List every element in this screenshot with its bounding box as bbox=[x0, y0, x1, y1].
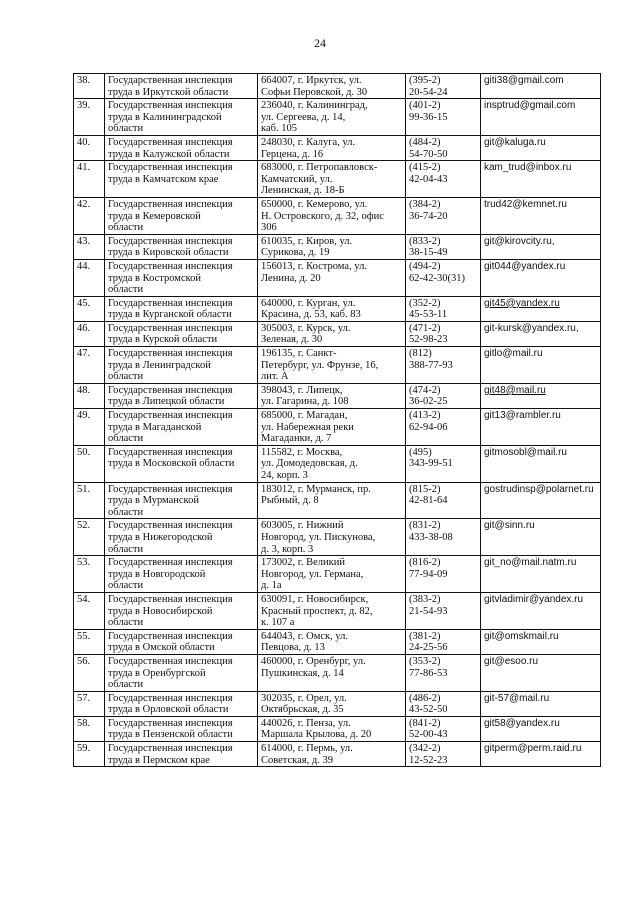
inspection-name: Государственная инспекция труда в Мурманской области bbox=[105, 482, 258, 519]
inspection-phone: (486-2) 43-52-50 bbox=[406, 691, 481, 716]
inspection-address: 640000, г. Курган, ул. Красина, д. 53, каб. 83 bbox=[258, 296, 406, 321]
inspection-name: Государственная инспекция труда в Кировской области bbox=[105, 234, 258, 259]
inspection-name: Государственная инспекция труда в Пензенской области bbox=[105, 716, 258, 741]
inspection-phone: (415-2) 42-04-43 bbox=[406, 161, 481, 198]
email-text[interactable]: git-57@mail.ru bbox=[484, 692, 550, 704]
inspection-name: Государственная инспекция труда в Пермском крае bbox=[105, 742, 258, 767]
row-number: 51. bbox=[74, 482, 105, 519]
inspection-phone: (384-2) 36-74-20 bbox=[406, 197, 481, 234]
inspection-email[interactable] bbox=[481, 691, 601, 716]
inspection-email[interactable] bbox=[481, 519, 601, 556]
email-text[interactable]: git@sinn.ru bbox=[484, 520, 535, 532]
email-text[interactable]: insptrud@gmail.com bbox=[484, 100, 576, 112]
email-text[interactable]: git48@mail.ru bbox=[484, 384, 546, 396]
table-row bbox=[74, 347, 601, 384]
table-row bbox=[74, 197, 601, 234]
inspection-address: 440026, г. Пенза, ул. Маршала Крылова, д. 20 bbox=[258, 716, 406, 741]
inspection-name: Государственная инспекция труда в Липецкой области bbox=[105, 383, 258, 408]
table-row bbox=[74, 409, 601, 446]
inspection-phone: (474-2) 36-02-25 bbox=[406, 383, 481, 408]
inspection-name: Государственная инспекция труда в Ленинградской области bbox=[105, 347, 258, 384]
table-body bbox=[74, 74, 601, 767]
inspection-phone: (815-2) 42-81-64 bbox=[406, 482, 481, 519]
email-text[interactable]: git45@yandex.ru bbox=[484, 297, 560, 309]
inspection-name: Государственная инспекция труда в Орловской области bbox=[105, 691, 258, 716]
inspection-email[interactable] bbox=[481, 742, 601, 767]
row-number: 46. bbox=[74, 321, 105, 346]
table-row bbox=[74, 654, 601, 691]
inspection-phone: (413-2) 62-94-06 bbox=[406, 409, 481, 446]
inspection-phone: (342-2) 12-52-23 bbox=[406, 742, 481, 767]
inspection-name: Государственная инспекция труда в Нижегородской области bbox=[105, 519, 258, 556]
email-text[interactable]: kam_trud@inbox.ru bbox=[484, 162, 572, 174]
table-row bbox=[74, 99, 601, 136]
inspection-address: 236040, г. Калининград, ул. Сергеева, д. 14, каб. 105 bbox=[258, 99, 406, 136]
row-number: 45. bbox=[74, 296, 105, 321]
inspection-email[interactable] bbox=[481, 445, 601, 482]
email-text[interactable]: git_no@mail.natm.ru bbox=[484, 557, 577, 569]
inspection-email[interactable] bbox=[481, 654, 601, 691]
row-number: 54. bbox=[74, 592, 105, 629]
table-row bbox=[74, 716, 601, 741]
table-row bbox=[74, 556, 601, 593]
row-number: 38. bbox=[74, 74, 105, 99]
inspection-phone: (495) 343-99-51 bbox=[406, 445, 481, 482]
inspection-address: 610035, г. Киров, ул. Сурикова, д. 19 bbox=[258, 234, 406, 259]
row-number: 49. bbox=[74, 409, 105, 446]
inspection-email[interactable] bbox=[481, 197, 601, 234]
inspection-address: 614000, г. Пермь, ул. Советская, д. 39 bbox=[258, 742, 406, 767]
table-row bbox=[74, 482, 601, 519]
inspection-registry-table bbox=[73, 73, 601, 767]
inspection-address: 115582, г. Москва, ул. Домодедовская, д. 24, корп. 3 bbox=[258, 445, 406, 482]
inspection-email[interactable] bbox=[481, 321, 601, 346]
inspection-name: Государственная инспекция труда в Костромской области bbox=[105, 259, 258, 296]
inspection-phone: (395-2) 20-54-24 bbox=[406, 74, 481, 99]
inspection-address: 460000, г. Оренбург, ул. Пушкинская, д. 14 bbox=[258, 654, 406, 691]
inspection-phone: (833-2) 38-15-49 bbox=[406, 234, 481, 259]
inspection-email[interactable] bbox=[481, 716, 601, 741]
inspection-phone: (471-2) 52-98-23 bbox=[406, 321, 481, 346]
inspection-phone: (816-2) 77-94-09 bbox=[406, 556, 481, 593]
inspection-address: 248030, г. Калуга, ул. Герцена, д. 16 bbox=[258, 135, 406, 160]
inspection-address: 156013, г. Кострома, ул. Ленина, д. 20 bbox=[258, 259, 406, 296]
inspection-name: Государственная инспекция труда в Московской области bbox=[105, 445, 258, 482]
inspection-email[interactable] bbox=[481, 556, 601, 593]
email-text[interactable]: trud42@kemnet.ru bbox=[484, 198, 567, 210]
email-text[interactable]: giti38@gmail.com bbox=[484, 75, 564, 86]
row-number: 56. bbox=[74, 654, 105, 691]
page-number: 24 bbox=[314, 36, 326, 50]
row-number: 43. bbox=[74, 234, 105, 259]
inspection-email[interactable] bbox=[481, 135, 601, 160]
table-row bbox=[74, 592, 601, 629]
inspection-phone: (812) 388-77-93 bbox=[406, 347, 481, 384]
inspection-name: Государственная инспекция труда в Омской области bbox=[105, 629, 258, 654]
row-number: 58. bbox=[74, 716, 105, 741]
inspection-email[interactable] bbox=[481, 99, 601, 136]
email-text[interactable]: git@esoo.ru bbox=[484, 655, 539, 667]
row-number: 48. bbox=[74, 383, 105, 408]
inspection-email[interactable] bbox=[481, 259, 601, 296]
inspection-email[interactable] bbox=[481, 482, 601, 519]
inspection-name: Государственная инспекция труда в Кемеровской области bbox=[105, 197, 258, 234]
email-text[interactable]: gitmosobl@mail.ru bbox=[484, 446, 567, 458]
row-number: 59. bbox=[74, 742, 105, 767]
inspection-email[interactable] bbox=[481, 296, 601, 321]
inspection-phone: (831-2) 433-38-08 bbox=[406, 519, 481, 556]
email-text[interactable]: git13@rambler.ru bbox=[484, 410, 561, 422]
row-number: 50. bbox=[74, 445, 105, 482]
inspection-phone: (494-2) 62-42-30(31) bbox=[406, 259, 481, 296]
table-row bbox=[74, 296, 601, 321]
table-row bbox=[74, 74, 601, 99]
table-row bbox=[74, 629, 601, 654]
row-number: 41. bbox=[74, 161, 105, 198]
inspection-address: 644043, г. Омск, ул. Певцова, д. 13 bbox=[258, 629, 406, 654]
inspection-phone: (484-2) 54-70-50 bbox=[406, 135, 481, 160]
inspection-name: Государственная инспекция труда в Курской области bbox=[105, 321, 258, 346]
inspection-email[interactable] bbox=[481, 592, 601, 629]
inspection-name: Государственная инспекция труда в Магаданской области bbox=[105, 409, 258, 446]
inspection-email[interactable] bbox=[481, 383, 601, 408]
row-number: 55. bbox=[74, 629, 105, 654]
inspection-address: 398043, г. Липецк, ул. Гагарина, д. 108 bbox=[258, 383, 406, 408]
table-row bbox=[74, 383, 601, 408]
inspection-address: 603005, г. Нижний Новгород, ул. Пискунова, д. 3, корп. 3 bbox=[258, 519, 406, 556]
inspection-address: 685000, г. Магадан, ул. Набережная реки Магаданки, д. 7 bbox=[258, 409, 406, 446]
inspection-name: Государственная инспекция труда в Оренбургской области bbox=[105, 654, 258, 691]
email-text[interactable]: git-kursk@yandex.ru, bbox=[484, 322, 579, 334]
email-text[interactable]: git044@yandex.ru bbox=[484, 260, 566, 272]
inspection-address: 302035, г. Орел, ул. Октябрьская, д. 35 bbox=[258, 691, 406, 716]
table-row bbox=[74, 519, 601, 556]
email-text[interactable]: git@kirovcity.ru, bbox=[484, 235, 555, 247]
inspection-phone: (383-2) 21-54-93 bbox=[406, 592, 481, 629]
inspection-email[interactable] bbox=[481, 74, 601, 99]
inspection-phone: (381-2) 24-25-56 bbox=[406, 629, 481, 654]
email-text[interactable]: git@kaluga.ru bbox=[484, 136, 546, 148]
inspection-address: 305003, г. Курск, ул. Зеленая, д. 30 bbox=[258, 321, 406, 346]
row-number: 53. bbox=[74, 556, 105, 593]
inspection-name: Государственная инспекция труда в Новосибирской области bbox=[105, 592, 258, 629]
email-text[interactable]: gitlo@mail.ru bbox=[484, 348, 543, 360]
row-number: 39. bbox=[74, 99, 105, 136]
table-row bbox=[74, 234, 601, 259]
inspection-name: Государственная инспекция труда в Иркутской области bbox=[105, 74, 258, 99]
table-row bbox=[74, 445, 601, 482]
inspection-address: 664007, г. Иркутск, ул. Софьи Перовской, д. 30 bbox=[258, 74, 406, 99]
email-text[interactable]: gitvladimir@yandex.ru bbox=[484, 593, 584, 605]
inspection-address: 683000, г. Петропавловск- Камчатский, ул. Ленинская, д. 18-Б bbox=[258, 161, 406, 198]
row-number: 57. bbox=[74, 691, 105, 716]
email-text[interactable]: gitperm@perm.raid.ru bbox=[484, 743, 582, 755]
table-row bbox=[74, 742, 601, 767]
inspection-address: 650000, г. Кемерово, ул. Н. Островского, д. 32, офис 306 bbox=[258, 197, 406, 234]
inspection-name: Государственная инспекция труда в Калининградской области bbox=[105, 99, 258, 136]
inspection-email[interactable] bbox=[481, 629, 601, 654]
table-row bbox=[74, 321, 601, 346]
inspection-address: 196135, г. Санкт- Петербург, ул. Фрунзе, 16, лит. А bbox=[258, 347, 406, 384]
email-text[interactable]: gostrudinsp@polarnet.ru bbox=[484, 483, 594, 495]
inspection-phone: (352-2) 45-53-11 bbox=[406, 296, 481, 321]
inspection-phone: (353-2) 77-86-53 bbox=[406, 654, 481, 691]
inspection-address: 630091, г. Новосибирск, Красный проспект, д. 82, к. 107 а bbox=[258, 592, 406, 629]
table-row bbox=[74, 135, 601, 160]
row-number: 40. bbox=[74, 135, 105, 160]
inspection-email[interactable] bbox=[481, 161, 601, 198]
email-text[interactable]: git58@yandex.ru bbox=[484, 717, 560, 729]
row-number: 44. bbox=[74, 259, 105, 296]
row-number: 42. bbox=[74, 197, 105, 234]
inspection-email[interactable] bbox=[481, 409, 601, 446]
inspection-name: Государственная инспекция труда в Калужской области bbox=[105, 135, 258, 160]
table-row bbox=[74, 259, 601, 296]
inspection-email[interactable] bbox=[481, 234, 601, 259]
inspection-name: Государственная инспекция труда в Курганской области bbox=[105, 296, 258, 321]
inspection-address: 173002, г. Великий Новгород, ул. Германа, д. 1а bbox=[258, 556, 406, 593]
table-row bbox=[74, 691, 601, 716]
inspection-name: Государственная инспекция труда в Камчатском крае bbox=[105, 161, 258, 198]
table-row bbox=[74, 161, 601, 198]
inspection-email[interactable] bbox=[481, 347, 601, 384]
email-text[interactable]: git@omskmail.ru bbox=[484, 630, 559, 642]
inspection-phone: (401-2) 99-36-15 bbox=[406, 99, 481, 136]
row-number: 52. bbox=[74, 519, 105, 556]
inspection-name: Государственная инспекция труда в Новгородской области bbox=[105, 556, 258, 593]
inspection-address: 183012, г. Мурманск, пр. Рыбный, д. 8 bbox=[258, 482, 406, 519]
row-number: 47. bbox=[74, 347, 105, 384]
inspection-phone: (841-2) 52-00-43 bbox=[406, 716, 481, 741]
